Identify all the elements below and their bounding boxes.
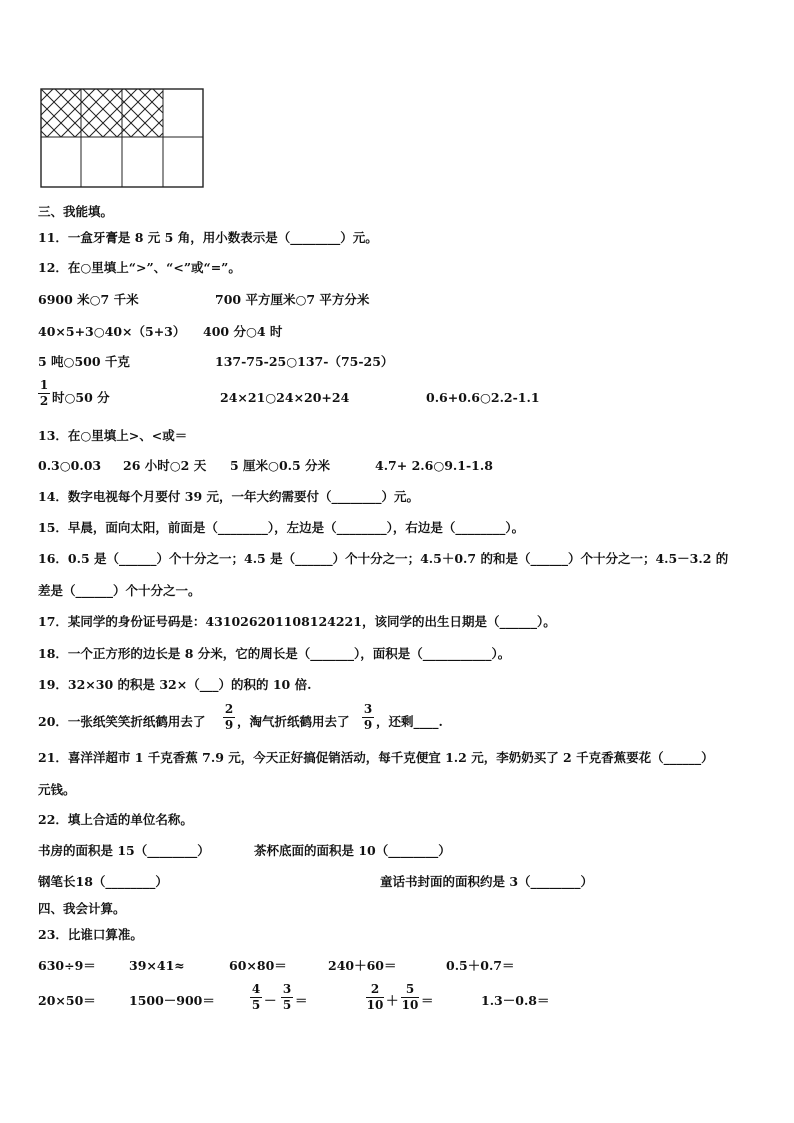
q13-item-c: 5 厘米○0.5 分米: [230, 458, 331, 473]
fraction-denominator: 2: [39, 394, 49, 408]
grid-cell: [163, 137, 203, 187]
q23-calc: 1.3－0.8＝: [481, 993, 550, 1008]
q12-item-g: 时○50 分: [52, 390, 110, 405]
q12-item-f: 137-75-25○137-（75-25）: [215, 354, 394, 369]
fraction-denominator: 10: [366, 998, 384, 1012]
question-17: 17．某同学的身份证号码是：431026201108124221，该同学的出生日期是（______）。: [38, 614, 556, 629]
q13-item-d: 4.7+ 2.6○9.1-1.8: [375, 458, 493, 473]
operator: －: [264, 993, 277, 1008]
q20-fraction-2: [362, 703, 374, 732]
q23-fraction: [281, 983, 293, 1012]
grid-cell: [122, 137, 163, 187]
fraction-denominator: 9: [363, 718, 373, 732]
q23-calc: 39×41≈: [129, 958, 185, 973]
question-16-line-2: 差是（______）个十分之一。: [38, 583, 201, 598]
q23-calc: 240＋60＝: [328, 958, 397, 973]
section-4-heading: 四、我会计算。: [38, 901, 126, 916]
q23-calc: 60×80＝: [229, 958, 287, 973]
q23-fraction: [401, 983, 419, 1012]
fraction-denominator: 10: [401, 998, 419, 1012]
q13-item-a: 0.3○0.03: [38, 458, 102, 473]
fraction-numerator: 3: [363, 702, 373, 716]
shaded-cell: [41, 89, 81, 137]
q12-item-g-fraction: [38, 379, 50, 408]
question-13: 13．在○里填上>、<或＝: [38, 428, 188, 443]
grid-svg: [40, 88, 204, 188]
q12-item-e: 5 吨○500 千克: [38, 354, 130, 369]
q23-fraction: [366, 983, 384, 1012]
question-12: 12．在○里填上“>”、“<”或“=”。: [38, 260, 241, 275]
fraction-numerator: 3: [282, 982, 292, 996]
question-20-mid: ，淘气折纸鹤用去了: [237, 714, 350, 729]
question-21-line-1: 21．喜洋洋超市 1 千克香蕉 7.9 元，今天正好搞促销活动，每千克便宜 1.2 元，李奶奶买了 2 千克香蕉要花（______）: [38, 750, 714, 765]
shaded-cell: [81, 89, 122, 137]
fraction-denominator: 9: [224, 718, 234, 732]
question-15: 15．早晨，面向太阳，前面是（________），左边是（________），右边是（________）。: [38, 520, 525, 535]
question-23: 23．比谁口算准。: [38, 927, 143, 942]
fraction-numerator: 5: [405, 982, 415, 996]
q23-fraction: [250, 983, 262, 1012]
q20-fraction-1: [223, 703, 235, 732]
q12-item-i: 0.6+0.6○2.2-1.1: [426, 390, 540, 405]
question-14: 14．数字电视每个月要付 39 元，一年大约需要付（________）元。: [38, 489, 419, 504]
fraction-numerator: 2: [224, 702, 234, 716]
fraction-denominator: 5: [251, 998, 261, 1012]
q12-item-d: 400 分○4 时: [203, 324, 283, 339]
q23-calc: 0.5＋0.7＝: [446, 958, 515, 973]
equals-sign: ＝: [295, 993, 308, 1008]
question-18: 18．一个正方形的边长是 8 分米，它的周长是（_______），面积是（___________）。: [38, 646, 511, 661]
q23-calc: 630÷9＝: [38, 958, 96, 973]
fraction-numerator: 1: [39, 378, 49, 392]
equals-sign: ＝: [421, 993, 434, 1008]
question-20-suffix: ，还剩____.: [376, 714, 443, 729]
operator: ＋: [386, 993, 399, 1008]
q22-item-a: 书房的面积是 15（________）: [38, 843, 210, 858]
fraction-numerator: 4: [251, 982, 261, 996]
q13-item-b: 26 小时○2 天: [123, 458, 207, 473]
q22-item-d: 童话书封面的面积约是 3（________）: [380, 874, 594, 889]
q12-item-h: 24×21○24×20+24: [220, 390, 350, 405]
q12-item-a: 6900 米○7 千米: [38, 292, 139, 307]
question-22: 22．填上合适的单位名称。: [38, 812, 193, 827]
shaded-cell: [122, 89, 163, 137]
question-11: 11．一盒牙膏是 8 元 5 角，用小数表示是（________）元。: [38, 230, 378, 245]
grid-cell: [41, 137, 81, 187]
grid-cell: [163, 89, 203, 137]
section-3-heading: 三、我能填。: [38, 204, 114, 219]
q12-item-b: 700 平方厘米○7 平方分米: [215, 292, 370, 307]
question-16-line-1: 16．0.5 是（______）个十分之一；4.5 是（______）个十分之一；4.5＋0.7 的和是（______）个十分之一；4.5－3.2 的: [38, 551, 729, 566]
question-20-prefix: 20．一张纸笑笑折纸鹤用去了: [38, 714, 206, 729]
q22-item-b: 茶杯底面的面积是 10（________）: [254, 843, 451, 858]
q23-calc: 1500－900＝: [129, 993, 215, 1008]
shaded-grid-figure: [40, 88, 204, 188]
q22-item-c: 钢笔长18（________）: [38, 874, 168, 889]
question-19: 19．32×30 的积是 32×（___）的积的 10 倍.: [38, 677, 312, 692]
fraction-denominator: 5: [282, 998, 292, 1012]
q12-item-c: 40×5+3○40×（5+3）: [38, 324, 186, 339]
question-21-line-2: 元钱。: [38, 782, 76, 797]
grid-cell: [81, 137, 122, 187]
fraction-numerator: 2: [370, 982, 380, 996]
q23-calc: 20×50＝: [38, 993, 96, 1008]
